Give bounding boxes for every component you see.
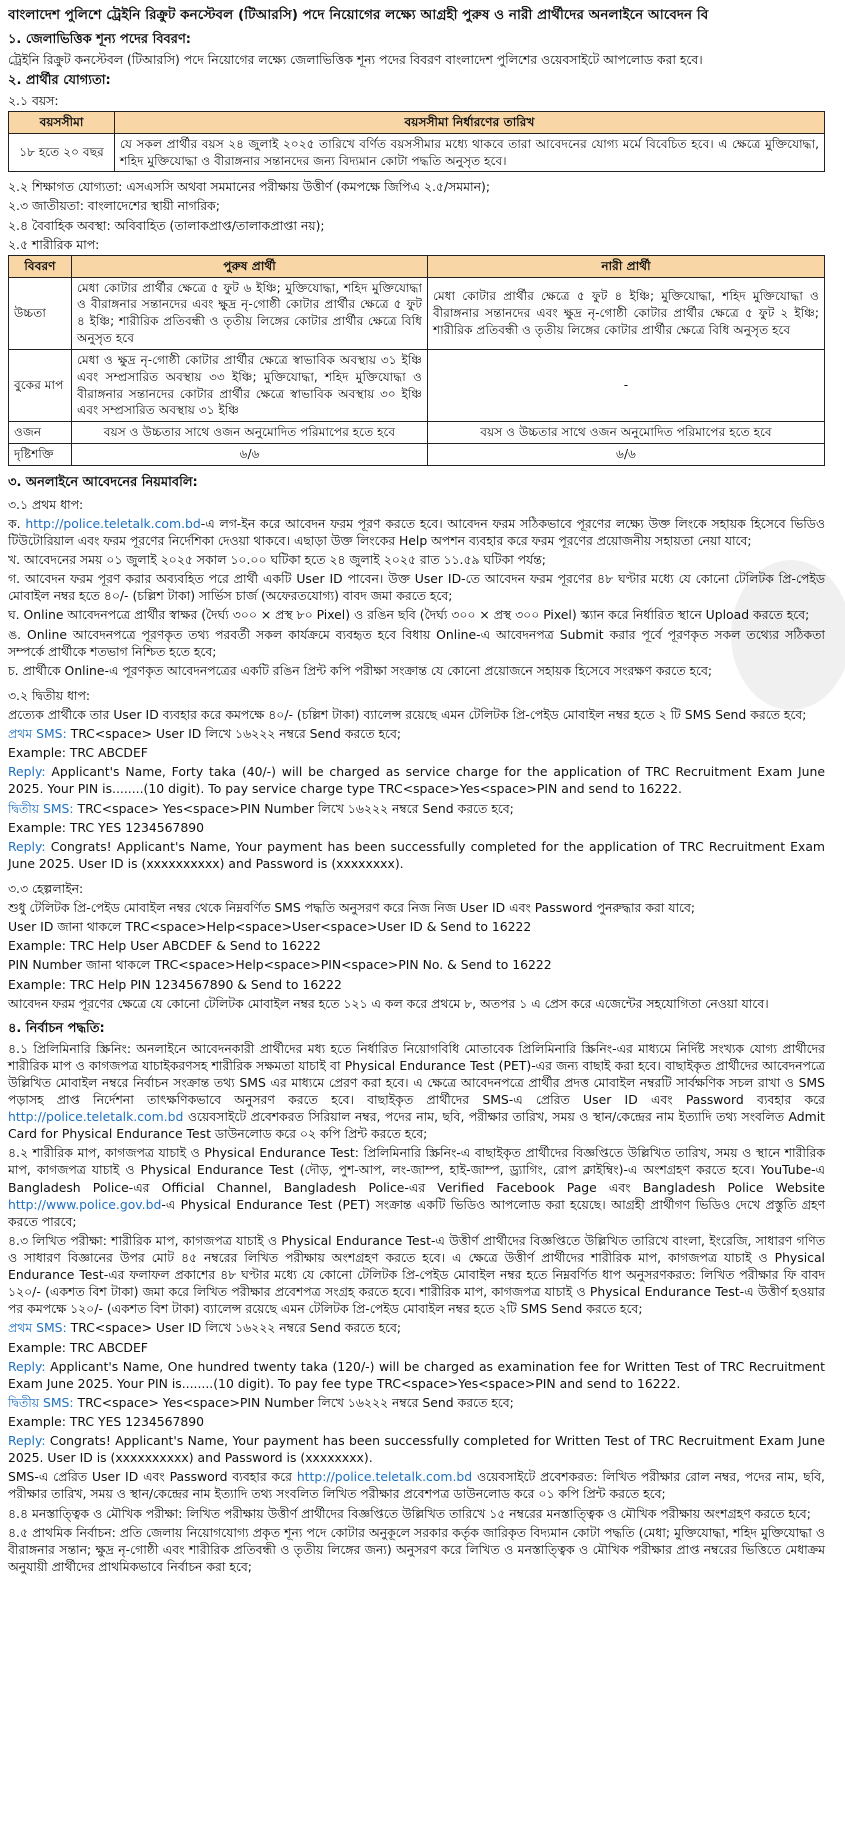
sms-1-text: TRC<space> User ID লিখে ১৬২২২ নম্বরে Send করতে হবে;: [66, 726, 402, 742]
physical-table-header: পুরুষ প্রার্থী: [72, 255, 428, 277]
written-sms-1-example: Example: TRC ABCDEF: [8, 1339, 148, 1355]
section-4-heading: ৪. নির্বাচন পদ্ধতি:: [8, 1020, 105, 1036]
physical-table: [8, 255, 825, 466]
male-value: মেধা কোটার প্রার্থীর ক্ষেত্রে ৫ ফুট ৬ ইঞ্চি; মুক্তিযোদ্ধা, শহিদ মুক্তিযোদ্ধা ও বীরাঙ্গনার সন্তানদের এবং ক্ষুদ্র নৃ-গোষ্ঠী কোটার প্রার্থীর ক্ষেত্রে ৫ ফুট ৪ ইঞ্চি; শারীরিক প্রতিবন্ধী ও তৃতীয় লিঙ্গের কোটার প্রার্থীর ক্ষেত্রে বিধি অনুসৃত হবে: [72, 277, 428, 349]
step-2-label: ৩.২ দ্বিতীয় ধাপ:: [8, 687, 91, 703]
preliminary-selection: ৪.৫ প্রাথমিক নির্বাচন: প্রতি জেলায় নিয়োগযোগ্য প্রকৃত শূন্য পদে কোটার অনুকূলে সরকার কর্তৃক জারিকৃত বিদ্যমান কোটা পদ্ধতি (মেধা; মুক্তিযোদ্ধা, শহিদ মুক্তিযোদ্ধা ও বীরাঙ্গনার সন্তান; ক্ষুদ্র নৃ-গোষ্ঠী এবং শারীরিক প্রতিবন্ধী ও তৃতীয় লিঙ্গের জন্য) অনুসরণ করে লিখিত ও মনস্তাত্ত্বিক ও মৌখিক পরীক্ষার প্রাপ্ত নম্বরের ভিত্তিতে মেধাক্রম অনুযায়ী প্রার্থীদের প্রাথমিকভাবে নির্বাচন করা হবে;: [8, 1524, 825, 1574]
paragraph-text: SMS-এ প্রেরিত User ID এবং Password ব্যবহার করে: [8, 1469, 297, 1485]
female-value: বয়স ও উচ্চতার সাথে ওজন অনুমোদিত পরিমাপের হতে হবে: [428, 422, 825, 444]
item-text: -এ লগ-ইন করে আবেদন ফরম পূরণ করতে হবে। আবেদন ফরম সঠিকভাবে পূরণের লক্ষ্যে উক্ত লিংকে সহায়ক হিসেবে ভিডিও টিউটোরিয়াল এবং ফরম পূরণের নির্দেশিকা দেওয়া থাকবে। এছাড়া উক্ত লিংকের Help অপশন ব্যবহার করে ফরম পূরণের প্রয়োজনীয় সহায়তা নেয়া যাবে;: [8, 515, 825, 549]
age-table-header: বয়সসীমা নির্ধারণের তারিখ: [115, 111, 825, 133]
teletalk-link[interactable]: http://police.teletalk.com.bd: [296, 1469, 473, 1485]
helpline-line: User ID জানা থাকলে TRC<space>Help<space>User<space>User ID & Send to 16222: [8, 919, 532, 935]
female-value: -: [428, 349, 825, 421]
row-label: উচ্চতা: [9, 277, 72, 349]
step-1-item-u: ঙ. Online আবেদনপত্রে পূরণকৃত তথ্য পরবর্তী সকল কার্যক্রমে ব্যবহৃত হবে বিধায় Online-এ আবেদনপত্র Submit করার পূর্বে পূরণকৃত সকল তথ্যের সঠিকতা সম্পর্কে প্রার্থীকে শতভাগ নিশ্চিত হতে হবে;: [8, 626, 825, 659]
nationality-requirement: ২.৩ জাতীয়তা: বাংলাদেশের স্থায়ী নাগরিক;: [8, 198, 220, 214]
row-label: ওজন: [9, 422, 72, 444]
helpline-label: ৩.৩ হেল্পলাইন:: [8, 881, 84, 896]
sms-2-label: দ্বিতীয় SMS:: [8, 1394, 74, 1410]
step-1-item-ch: চ. প্রার্থীকে Online-এ পূরণকৃত আবেদনপত্রের একটি রঙিন প্রিন্ট কপি পরীক্ষা সংক্রান্ত যে কোনো প্রয়োজনে সহায়ক হিসেবে সংরক্ষণ করতে হবে;: [8, 662, 713, 678]
paragraph-text: ওয়েবসাইটে প্রবেশকরত সিরিয়াল নম্বর, পদের নাম, ছবি, পরীক্ষার তারিখ, সময় ও স্থান/কেন্দ্রের নাম ইত্যাদি তথ্য সংবলিত Admit Card for Physical Endurance Test ডাউনলোড করে ০২ কপি প্রিন্ট করতে হবে;: [8, 1109, 825, 1142]
paragraph-text: ওয়েবসাইটে প্রবেশকরত: লিখিত পরীক্ষার রোল নম্বর, পদের নাম, ছবি, পরীক্ষার তারিখ, সময় ও স্থান/কেন্দ্রের নাম ইত্যাদি তথ্য সংবলিত লিখিত পরীক্ষার প্রবেশপত্র ডাউনলোড করে ০১ কপি প্রিন্ট করতে হবে;: [8, 1469, 826, 1502]
viva-test: ৪.৪ মনস্তাত্ত্বিক ও মৌখিক পরীক্ষা: লিখিত পরীক্ষায় উত্তীর্ণ প্রার্থীদের বিজ্ঞপ্তিতে উল্লিখিত তারিখে ১৫ নম্বরের মনস্তাত্ত্বিক ও মৌখিক পরীক্ষায় অংশগ্রহণ করতে হবে;: [8, 1505, 811, 1521]
written-sms-1-line: [8, 1319, 825, 1336]
reply-label: Reply:: [8, 764, 46, 780]
female-value: মেধা কোটার প্রার্থীর ক্ষেত্রে ৫ ফুট ৪ ইঞ্চি; মুক্তিযোদ্ধা, শহিদ মুক্তিযোদ্ধা ও বীরাঙ্গনার সন্তানদের এবং ক্ষুদ্র নৃ-গোষ্ঠী কোটার প্রার্থীর ক্ষেত্রে ৫ ফুট ২ ইঞ্চি; শারীরিক প্রতিবন্ধী ও তৃতীয় লিঙ্গের কোটার প্রার্থীর ক্ষেত্রে বিধি অনুসৃত হবে: [428, 277, 825, 349]
reply-text: Applicant's Name, Forty taka (40/-) will be charged as service charge for the application of TRC Recruitment Exam June 2025. Your PIN is........(10 digit). To pay service charge type TRC<space>Yes<space>PIN and send to 16222.: [8, 764, 825, 797]
section-1-text: ট্রেইনি রিক্রুট কনস্টেবল (টিআরসি) পদে নিয়োগের লক্ষ্যে জেলাভিত্তিক শূন্য পদের বিবরণ বাংলাদেশ পুলিশের ওয়েবসাইটে আপলোড করা হবে।: [8, 51, 703, 67]
written-test: ৪.৩ লিখিত পরীক্ষা: শারীরিক মাপ, কাগজপত্র যাচাই ও Physical Endurance Test-এ উত্তীর্ণ প্রার্থীদের বিজ্ঞপ্তিতে উল্লিখিত তারিখে বাংলা, ইংরেজি, সাধারণ গণিত ও সাধারণ বিজ্ঞানের উপর মোট ৪৫ নম্বরের লিখিত পরীক্ষায় অংশগ্রহণ করতে হবে। এ ক্ষেত্রে উত্তীর্ণ প্রার্থীদের শারীরিক মাপ, কাগজপত্র যাচাই ও Physical Endurance Test-এর ফলাফল প্রকাশের ৪৮ ঘণ্টার মধ্যে যে কোনো টেলিটক প্রি-পেইড মোবাইল নম্বর হতে নিম্নবর্ণিত ধাপ অনুসরণকরত: লিখিত পরীক্ষার ফি বাবদ ১২০/- (একশত বিশ টাকা) জমা করে লিখিত পরীক্ষার প্রবেশপত্র সংগ্রহ করতে হবে। শারীরিক মাপ, কাগজপত্র যাচাই ও Physical Endurance Test-এ উত্তীর্ণ হওয়ার পর কমপক্ষে ১২০/- (একশত বিশ টাকা) ব্যালেন্স রয়েছে এমন টেলিটক প্রি-পেইড মোবাইল নম্বর হতে ২টি SMS Send করতে হবে;: [8, 1232, 825, 1317]
helpline-line: PIN Number জানা থাকলে TRC<space>Help<space>PIN<space>PIN No. & Send to 16222: [8, 957, 552, 973]
watermark-logo: [731, 560, 845, 710]
sms-2-label: দ্বিতীয় SMS:: [8, 800, 74, 816]
age-range: ১৮ হতে ২০ বছর: [9, 133, 115, 172]
written-sms-2-line: [8, 1394, 825, 1411]
police-website-link[interactable]: http://www.police.gov.bd: [8, 1196, 162, 1212]
row-label: দৃষ্টিশক্তি: [9, 444, 72, 466]
physical-label: ২.৫ শারীরিক মাপ:: [8, 236, 100, 252]
sms-2-text: TRC<space> Yes<space>PIN Number লিখে ১৬২২২ নম্বরে Send করতে হবে;: [73, 800, 514, 816]
sms-1-label: প্রথম SMS:: [8, 726, 67, 742]
sms-1-label: প্রথম SMS:: [8, 1320, 67, 1336]
male-value: বয়স ও উচ্চতার সাথে ওজন অনুমোদিত পরিমাপের হতে হবে: [72, 422, 428, 444]
reply-text: Applicant's Name, One hundred twenty taka (120/-) will be charged as examination fee for Written Test of TRC Recruitment Exam June 2025. Your PIN is........(10 digit). To pay fee type TRC<space>Yes<space>PIN and send to 16222.: [8, 1358, 825, 1391]
reply-1: [8, 763, 825, 797]
age-description: যে সকল প্রার্থীর বয়স ২৪ জুলাই ২০২৫ তারিখে বর্ণিত বয়সসীমার মধ্যে থাকবে তারা আবেদনের যোগ্য মর্মে বিবেচিত হবে। এ ক্ষেত্রে মুক্তিযোদ্ধা, শহিদ মুক্তিযোদ্ধা ও বীরাঙ্গনার সন্তানদের জন্য বিদ্যমান কোটা পদ্ধতি অনুসৃত হবে।: [115, 133, 825, 172]
teletalk-link[interactable]: http://police.teletalk.com.bd: [25, 515, 201, 531]
helpline-line: Example: TRC Help PIN 1234567890 & Send to 16222: [8, 976, 342, 992]
teletalk-link[interactable]: http://police.teletalk.com.bd: [8, 1109, 184, 1125]
step-1-item-g: গ. আবেদন ফরম পূরণ করার অব্যবহিত পরে প্রার্থী একটি User ID পাবেন। উক্ত User ID-তে আবেদন ফরম পূরণের ৪৮ ঘণ্টার মধ্যে যে কোনো টেলিটক প্রি-পেইড মোবাইল নম্বর হতে ৪০/- (চল্লিশ টাকা) সার্ভিস চার্জ (অফেরতযোগ্য) বাবদ জমা করতে হবে;: [8, 571, 825, 604]
age-label: ২.১ বয়স:: [8, 92, 59, 108]
step-1-item-k: [8, 515, 825, 549]
paragraph-text: ৪.২ শারীরিক মাপ, কাগজপত্র যাচাই ও Physical Endurance Test: প্রিলিমিনারি স্ক্রিনিং-এ বাছাইকৃত প্রার্থীদের বিজ্ঞপ্তিতে উল্লিখিত তারিখ, সময় ও স্থানে শারীরিক মাপ, কাগজপত্র যাচাই ও Physical Endurance Test (দৌড়, পুশ-আপ, লং-জাম্প, হাই-জাম্প, ড্র্যাগিং, রোপ ক্লাইম্বিং)-এ অংশগ্রহণ করতে হবে। YouTube-এ Bangladesh Police-এর Official Channel, Bangladesh Police-এর Verified Facebook Page এবং Bangladesh Police Website: [8, 1145, 825, 1195]
sms-1-text: TRC<space> User ID লিখে ১৬২২২ নম্বরে Send করতে হবে;: [66, 1320, 402, 1336]
table-row: [9, 349, 825, 421]
physical-table-header: নারী প্রার্থী: [428, 255, 825, 277]
sms-2-example: Example: TRC YES 1234567890: [8, 819, 205, 835]
table-row: [9, 277, 825, 349]
section-2-heading: ২. প্রার্থীর যোগ্যতা:: [8, 72, 111, 88]
reply-label: Reply:: [8, 1358, 46, 1374]
age-table-header: বয়সসীমা: [9, 111, 115, 133]
helpline-line: শুধু টেলিটক প্রি-পেইড মোবাইল নম্বর থেকে নিম্নবর্ণিত SMS পদ্ধতি অনুসরণ করে নিজ নিজ User ID এবং Password পুনরুদ্ধার করা যাবে;: [8, 900, 696, 916]
helpline-line: আবেদন ফরম পূরণের ক্ষেত্রে যে কোনো টেলিটক মোবাইল নম্বর হতে ১২১ এ কল করে প্রথমে ৮, অতপর ১ এ প্রেস করে এজেন্টের সহযোগিতা নেওয়া যাবে।: [8, 995, 769, 1011]
reply-2: [8, 838, 825, 872]
physical-table-header: বিবরণ: [9, 255, 72, 277]
sms-2-text: TRC<space> Yes<space>PIN Number লিখে ১৬২২২ নম্বরে Send করতে হবে;: [73, 1394, 514, 1410]
reply-label: Reply:: [8, 838, 46, 854]
helpline-line: Example: TRC Help User ABCDEF & Send to 16222: [8, 938, 321, 954]
row-label: বুকের মাপ: [9, 349, 72, 421]
step-1-label: ৩.১ প্রথম ধাপ:: [8, 496, 84, 512]
written-admit-card: [8, 1468, 825, 1502]
marital-requirement: ২.৪ বৈবাহিক অবস্থা: অবিবাহিত (তালাকপ্রাপ্ত/তালাকপ্রাপ্তা নয়);: [8, 217, 325, 233]
step-1-item-kh: খ. আবেদনের সময় ০১ জুলাই ২০২৫ সকাল ১০.০০ ঘটিকা হতে ২৪ জুলাই ২০২৫ রাত ১১.৫৯ ঘটিকা পর্যন্ত;: [8, 552, 546, 568]
male-value: মেধা ও ক্ষুদ্র নৃ-গোষ্ঠী কোটার প্রার্থীর ক্ষেত্রে স্বাভাবিক অবস্থায় ৩১ ইঞ্চি এবং সম্প্রসারিত অবস্থায় ৩৩ ইঞ্চি; মুক্তিযোদ্ধা, শহিদ মুক্তিযোদ্ধা ও বীরাঙ্গনার সন্তানদের কোটার প্রার্থীর ক্ষেত্রে স্বাভাবিক অবস্থায় ৩০ ইঞ্চি এবং সম্প্রসারিত অবস্থায় ৩১ ইঞ্চি: [72, 349, 428, 421]
female-value: ৬/৬: [428, 444, 825, 466]
education-requirement: ২.২ শিক্ষাগত যোগ্যতা: এসএসসি অথবা সমমানের পরীক্ষায় উত্তীর্ণ (কমপক্ষে জিপিএ ২.৫/সমমান);: [8, 179, 491, 195]
section-3-heading: ৩. অনলাইনে আবেদনের নিয়মাবলি:: [8, 474, 198, 490]
preliminary-screening: [8, 1040, 825, 1143]
physical-endurance-test: [8, 1144, 825, 1230]
section-1-heading: ১. জেলাভিত্তিক শূন্য পদের বিবরণ:: [8, 31, 192, 47]
table-row: [9, 422, 825, 444]
written-reply-2: [8, 1432, 825, 1466]
sms-1-line: [8, 725, 825, 742]
sms-1-example: Example: TRC ABCDEF: [8, 745, 148, 761]
step-1-item-gh: ঘ. Online আবেদনপত্রে প্রার্থীর স্বাক্ষর (দৈর্ঘ্য ৩০০ × প্রস্থ ৮০ Pixel) ও রঙিন ছবি (দৈর্ঘ্য ৩০০ × প্রস্থ ৩০০ Pixel) স্ক্যান করে নির্ধারিত স্থানে Upload করতে হবে;: [8, 607, 810, 623]
notice-title: বাংলাদেশ পুলিশে ট্রেইনি রিক্রুট কনস্টেবল (টিআরসি) পদে নিয়োগের লক্ষ্যে আগ্রহী পুরুষ ও নারী প্রার্থীদের অনলাইনে আবেদন বি: [8, 7, 709, 23]
written-reply-1: [8, 1358, 825, 1392]
written-sms-2-example: Example: TRC YES 1234567890: [8, 1414, 205, 1429]
male-value: ৬/৬: [72, 444, 428, 466]
age-table: [8, 111, 825, 172]
table-row: [9, 444, 825, 466]
sms-2-line: [8, 800, 825, 817]
paragraph-text: -এ Physical Endurance Test (PET) সংক্রান্ত একটি ভিডিও আপলোড করা হয়েছে। আগ্রহী প্রার্থীগণ ভিডিও দেখে প্রস্তুতি গ্রহণ করতে পারবে;: [8, 1196, 825, 1229]
reply-text: Congrats! Applicant's Name, Your payment has been successfully completed for Written Test of TRC Recruitment Exam June 2025. User ID is (xxxxxxxxxx) and Password is (xxxxxxxx).: [8, 1433, 825, 1466]
reply-text: Congrats! Applicant's Name, Your payment has been successfully completed for the application of TRC Recruitment Exam June 2025. User ID is (xxxxxxxxxx) and Password is (xxxxxxxx).: [8, 838, 825, 871]
item-prefix: ক.: [8, 515, 26, 531]
paragraph-text: ৪.১ প্রিলিমিনারি স্ক্রিনিং: অনলাইনে আবেদনকারী প্রার্থীদের মধ্য হতে নির্ধারিত নিয়োগবিধি মোতাবেক প্রিলিমিনারি স্ক্রিনিং-এর মাধ্যমে নির্দিষ্ট সংখ্যক যোগ্য প্রার্থীদের শারীরিক মাপ ও কাগজপত্র যাচাইকরণসহ শারীরিক সক্ষমতা যাচাই বা Physical Endurance Test (PET)-এর জন্য বাছাই করা হবে। বাছাইকৃত প্রার্থীদের আবেদনপত্রে উল্লিখিত মোবাইল নম্বরে নির্বাচন সংক্রান্ত তথ্য SMS এর মাধ্যমে প্রেরণ করা হবে। এ ক্ষেত্রে আবেদনপত্রে প্রার্থীর প্রদত্ত মোবাইল নম্বরটি সার্বক্ষণিক সচল রাখা ও SMS পড়াসহ প্রাপ্ত নির্দেশনা তাৎক্ষণিকভাবে অনুসরণ করতে হবে। বাছাইকৃত প্রার্থীদের SMS-এ প্রেরিত User ID এবং Password ব্যবহার করে: [8, 1040, 825, 1108]
reply-label: Reply:: [8, 1433, 46, 1449]
step-2-intro: প্রত্যেক প্রার্থীকে তার User ID ব্যবহার করে কমপক্ষে ৪০/- (চল্লিশ টাকা) ব্যালেন্স রয়েছে এমন টেলিটক প্রি-পেইড মোবাইল নম্বর হতে ২ টি SMS Send করতে হবে;: [8, 707, 807, 723]
